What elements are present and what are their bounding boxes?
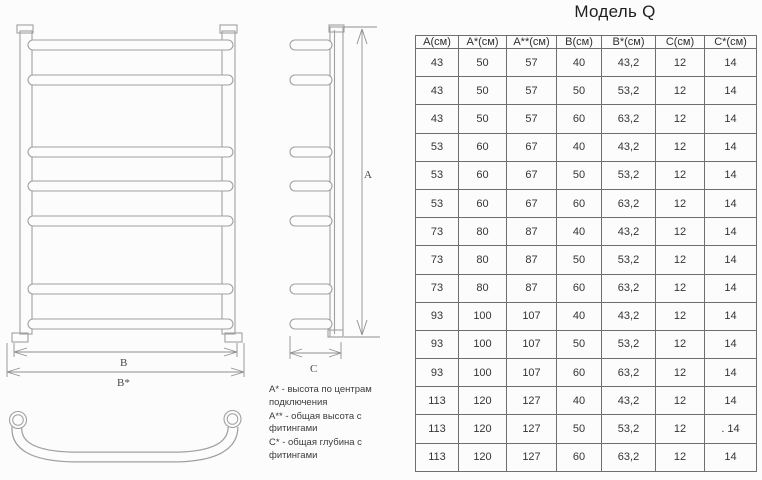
table-row <box>416 49 757 77</box>
tube-end-left <box>10 412 27 429</box>
table-cell: 12 <box>656 443 705 471</box>
table-cell: 60 <box>459 161 507 189</box>
table-cell: 53,2 <box>602 161 656 189</box>
table-cell: 127 <box>507 443 557 471</box>
dimension-b <box>14 343 237 357</box>
column-header: В(см) <box>557 36 602 49</box>
side-stubs <box>290 40 332 329</box>
table-cell: 40 <box>557 133 602 161</box>
table-cell: 14 <box>705 189 757 217</box>
table-cell: 127 <box>507 387 557 415</box>
column-header: В*(см) <box>602 36 656 49</box>
table-cell: 127 <box>507 415 557 443</box>
table-cell: 12 <box>656 302 705 330</box>
table-cell: 12 <box>656 387 705 415</box>
table-cell: 12 <box>656 161 705 189</box>
table-cell: 14 <box>705 387 757 415</box>
table-cell: 53,2 <box>602 415 656 443</box>
table-cell: 40 <box>557 302 602 330</box>
table-cell: 107 <box>507 302 557 330</box>
table-cell: 113 <box>416 387 459 415</box>
table-cell: 67 <box>507 161 557 189</box>
table-cell: 113 <box>416 415 459 443</box>
table-cell: 43 <box>416 105 459 133</box>
table-row <box>416 330 757 358</box>
legend-line: А* - высота по центрам подключения <box>269 384 372 408</box>
table-cell: 57 <box>507 49 557 77</box>
table-cell: 87 <box>507 218 557 246</box>
column-header: А(см) <box>416 36 459 49</box>
table-cell: . 14 <box>705 415 757 443</box>
dimension-c <box>290 336 341 359</box>
table-cell: 50 <box>557 77 602 105</box>
table-cell: 40 <box>557 49 602 77</box>
table-cell: 60 <box>557 189 602 217</box>
table-cell: 50 <box>557 330 602 358</box>
table-cell: 113 <box>416 443 459 471</box>
table-row <box>416 359 757 387</box>
table-cell: 12 <box>656 246 705 274</box>
table-row <box>416 415 757 443</box>
table-cell: 12 <box>656 274 705 302</box>
rungs <box>28 40 233 329</box>
table-cell: 12 <box>656 359 705 387</box>
table-cell: 14 <box>705 443 757 471</box>
table-cell: 107 <box>507 359 557 387</box>
rung-top-view <box>10 411 242 458</box>
table-cell: 120 <box>459 415 507 443</box>
table-cell: 12 <box>656 415 705 443</box>
table-cell: 14 <box>705 302 757 330</box>
table-cell: 50 <box>459 49 507 77</box>
tube-end-right <box>224 411 241 428</box>
table-cell: 120 <box>459 443 507 471</box>
table-cell: 53,2 <box>602 77 656 105</box>
table-cell: 14 <box>705 330 757 358</box>
table-cell: 63,2 <box>602 105 656 133</box>
table-cell: 14 <box>705 218 757 246</box>
table-cell: 73 <box>416 274 459 302</box>
table-cell: 12 <box>656 77 705 105</box>
table-cell: 40 <box>557 218 602 246</box>
table-cell: 50 <box>557 161 602 189</box>
table-cell: 43,2 <box>602 133 656 161</box>
table-body <box>416 49 757 472</box>
table-cell: 100 <box>459 330 507 358</box>
side-view <box>290 25 344 337</box>
table-cell: 14 <box>705 105 757 133</box>
table-cell: 14 <box>705 77 757 105</box>
table-cell: 50 <box>459 105 507 133</box>
side-top-fitting <box>329 25 344 32</box>
page-title: Модель Q <box>574 2 656 21</box>
table-row <box>416 387 757 415</box>
left-top-fitting <box>17 25 33 33</box>
dimension-a <box>344 27 380 337</box>
table-cell: 63,2 <box>602 274 656 302</box>
table-cell: 60 <box>557 359 602 387</box>
table-cell: 63,2 <box>602 443 656 471</box>
table-cell: 93 <box>416 330 459 358</box>
table-cell: 57 <box>507 105 557 133</box>
table-cell: 14 <box>705 161 757 189</box>
legend-line: С* - общая глубина с фитингами <box>269 437 362 462</box>
table-cell: 67 <box>507 133 557 161</box>
table-row <box>416 161 757 189</box>
table-cell: 63,2 <box>602 189 656 217</box>
table-cell: 50 <box>459 77 507 105</box>
label-b: B <box>120 357 128 369</box>
table-cell: 12 <box>656 330 705 358</box>
table-row <box>416 274 757 302</box>
table-cell: 80 <box>459 246 507 274</box>
table-cell: 43 <box>416 77 459 105</box>
table-cell: 60 <box>557 443 602 471</box>
table-cell: 14 <box>705 133 757 161</box>
table-cell: 43,2 <box>602 387 656 415</box>
table-cell: 100 <box>459 359 507 387</box>
table-cell: 14 <box>705 274 757 302</box>
table-cell: 53 <box>416 189 459 217</box>
table-row <box>416 105 757 133</box>
dimension-legend <box>269 384 389 464</box>
table-row <box>416 133 757 161</box>
table-row <box>416 246 757 274</box>
table-row <box>416 218 757 246</box>
table-cell: 43,2 <box>602 49 656 77</box>
table-cell: 14 <box>705 246 757 274</box>
table-cell: 80 <box>459 218 507 246</box>
table-cell: 93 <box>416 302 459 330</box>
table-cell: 60 <box>557 105 602 133</box>
table-cell: 67 <box>507 189 557 217</box>
table-row <box>416 443 757 471</box>
table-cell: 53,2 <box>602 330 656 358</box>
legend-line: А** - общая высота с фитингами <box>269 410 362 435</box>
table-cell: 12 <box>656 105 705 133</box>
table-cell: 53,2 <box>602 246 656 274</box>
table-row <box>416 77 757 105</box>
table-cell: 87 <box>507 246 557 274</box>
table-cell: 12 <box>656 133 705 161</box>
label-c: C <box>310 363 318 375</box>
table-cell: 60 <box>557 274 602 302</box>
table-cell: 73 <box>416 246 459 274</box>
table-cell: 107 <box>507 330 557 358</box>
table-cell: 87 <box>507 274 557 302</box>
table-cell: 40 <box>557 387 602 415</box>
label-b-star: B* <box>117 377 130 389</box>
column-header: С(см) <box>656 36 705 49</box>
table-cell: 120 <box>459 387 507 415</box>
column-header: С*(см) <box>705 36 757 49</box>
table-cell: 50 <box>557 415 602 443</box>
table-cell: 80 <box>459 274 507 302</box>
table-cell: 14 <box>705 359 757 387</box>
table-cell: 43,2 <box>602 218 656 246</box>
column-header: А**(см) <box>507 36 557 49</box>
table-cell: 12 <box>656 218 705 246</box>
table-cell: 100 <box>459 302 507 330</box>
table-header-row <box>416 36 757 49</box>
table-cell: 14 <box>705 49 757 77</box>
front-view <box>12 25 242 342</box>
table-cell: 60 <box>459 189 507 217</box>
table-cell: 12 <box>656 189 705 217</box>
table-cell: 53 <box>416 133 459 161</box>
table-cell: 12 <box>656 49 705 77</box>
table-cell: 53 <box>416 161 459 189</box>
table-cell: 60 <box>459 133 507 161</box>
table-cell: 93 <box>416 359 459 387</box>
label-a: A <box>364 169 372 181</box>
table-cell: 43 <box>416 49 459 77</box>
right-top-fitting <box>220 25 237 33</box>
table-row <box>416 189 757 217</box>
column-header: А*(см) <box>459 36 507 49</box>
table-cell: 57 <box>507 77 557 105</box>
table-row <box>416 302 757 330</box>
table-cell: 73 <box>416 218 459 246</box>
table-cell: 43,2 <box>602 302 656 330</box>
table-cell: 63,2 <box>602 359 656 387</box>
table-cell: 50 <box>557 246 602 274</box>
dimensions-table <box>415 35 757 472</box>
